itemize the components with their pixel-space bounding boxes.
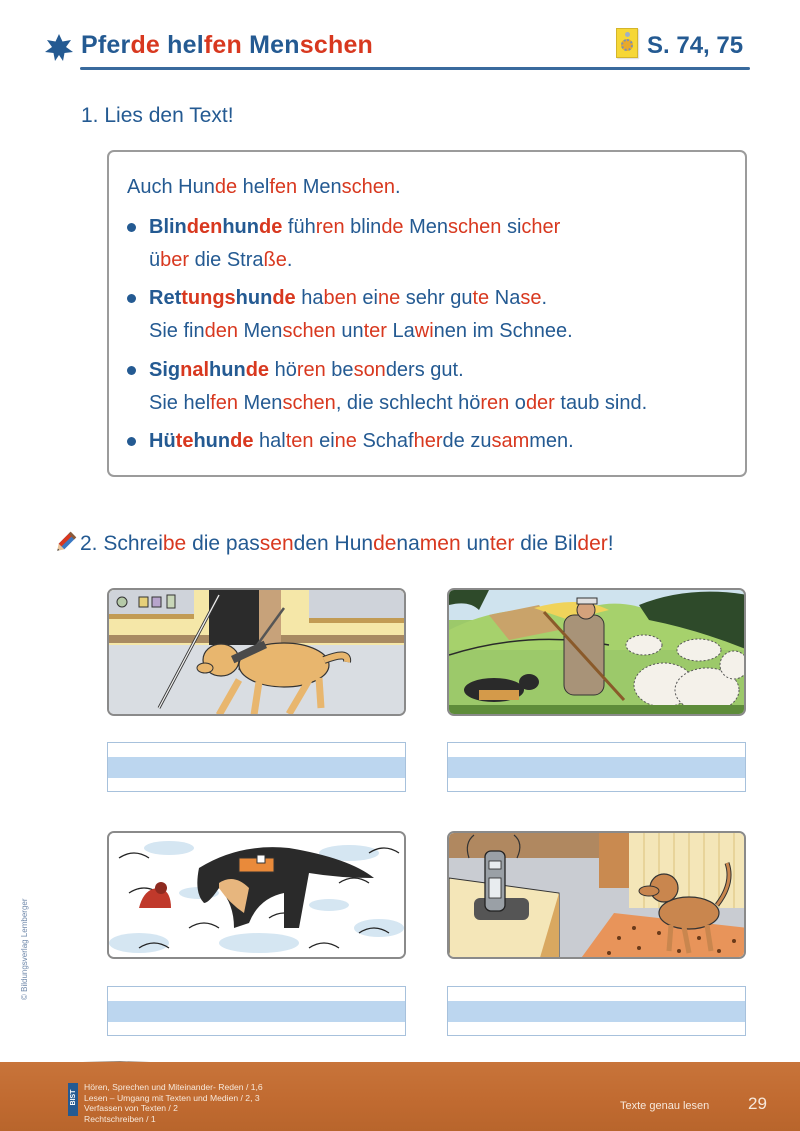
standard-item: Hören, Sprechen und Miteinander- Reden / 1,6 [84, 1082, 263, 1092]
answer-field-rescue-dog[interactable] [107, 986, 406, 1036]
answer-field-guide-dog[interactable] [107, 742, 406, 792]
standard-item: Verfassen von Texten / 2 [84, 1103, 178, 1113]
standard-item: Rechtschreiben / 1 [84, 1113, 156, 1124]
task-2-label: 2. Schreibe die passenden Hundenamen unter die Bilder! [80, 532, 614, 555]
page-title: Pferde helfen Menschen [81, 31, 374, 59]
herding-dog-picture [447, 588, 746, 716]
answer-field-signal-dog[interactable] [447, 986, 746, 1036]
section-title: Texte genau lesen [620, 1100, 710, 1112]
textbook-page-reference: S. 74, 75 [647, 32, 744, 59]
intro-sentence: Auch Hunde helfen Menschen. [127, 176, 401, 198]
worksheet-header [0, 0, 800, 80]
textbook-icon [616, 28, 638, 58]
bullet-dot-icon [127, 366, 136, 375]
signal-dog-picture [447, 831, 746, 959]
bullet-dot-icon [127, 294, 136, 303]
bullet-dot-icon [127, 437, 136, 446]
reading-text-box [107, 150, 747, 477]
text-line: über die Straße. [149, 249, 293, 271]
text-line: Rettungshunde haben eine sehr gute Nase. [149, 287, 547, 309]
bullet-dot-icon [127, 223, 136, 232]
copyright-notice: © Bildungsverlag Lemberger [20, 898, 29, 1000]
text-line: Sie helfen Menschen, die schlecht hören oder taub sind. [149, 392, 648, 414]
answer-field-herding-dog[interactable] [447, 742, 746, 792]
rescue-dog-picture [107, 831, 406, 959]
task-1-heading: 1. Lies den Text! [81, 104, 234, 127]
text-line: Sie finden Menschen unter Lawinen im Schnee. [149, 320, 573, 342]
text-line: Signalhunde hören besonders gut. [149, 359, 464, 381]
title-underline [80, 67, 750, 70]
text-line: Hütehunde halten eine Schafherde zusammen. [149, 430, 574, 452]
star-icon [44, 33, 74, 63]
education-standards-list [84, 1082, 263, 1124]
guide-dog-picture [107, 588, 406, 716]
task-2-heading [53, 531, 614, 556]
text-line: Blindenhunde führen blinde Menschen sicher [149, 216, 561, 238]
bist-badge: BIST [68, 1083, 78, 1116]
pencil-icon [53, 531, 77, 555]
page-number: 29 [748, 1094, 767, 1113]
standard-item: Lesen – Umgang mit Texten und Medien / 2, 3 [84, 1092, 260, 1103]
